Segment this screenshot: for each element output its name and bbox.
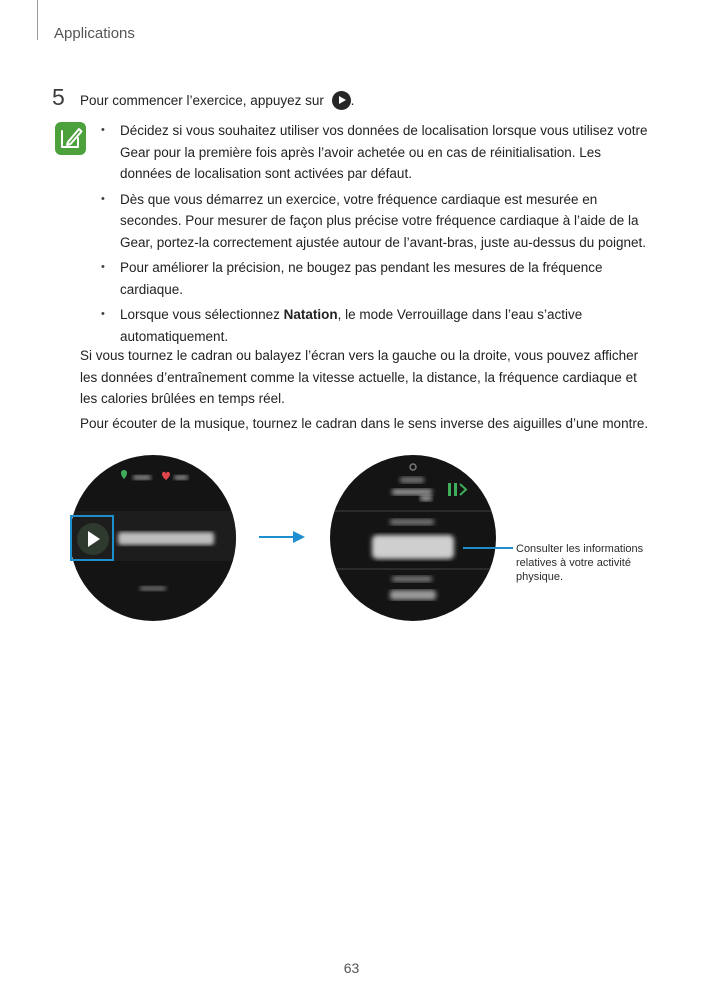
note-text: Pour améliorer la précision, ne bougez pas pendant les mesures de la fréquence cardiaque. [120, 260, 603, 297]
note-text: Dès que vous démarrez un exercice, votre fréquence cardiaque est mesurée en secondes. Pour mesurer de façon plus précise votre fréquence cardiaque à l’aide de la Gear, portez-la correctement ajustée autour de l’avant-bras, juste au-dessus du poignet. [120, 191, 647, 250]
note-text-after: , le mode Verrouillage dans l’eau s’active automatiquement. [120, 307, 583, 344]
blurred-label [420, 495, 432, 501]
header-rule [37, 0, 38, 40]
note-item [101, 304, 653, 347]
blurred-value [390, 590, 436, 600]
heart-icon [162, 472, 170, 480]
location-icon [121, 470, 127, 479]
note-pencil-icon [55, 122, 86, 155]
blurred-footer [140, 586, 166, 591]
body-paragraph: Si vous tournez le cadran ou balayez l’écran vers la gauche ou la droite, vous pouvez afficher les données d’entraînement comme la vitesse actuelle, la distance, la fréquence cardiaque et les calories brûlées en temps réel. [80, 348, 639, 406]
bullet: • [101, 192, 105, 205]
blurred-label [392, 489, 432, 495]
blurred-label [390, 519, 434, 525]
step-text-end: . [350, 93, 355, 108]
watch-workout-illustration [330, 455, 496, 621]
note-text-before: Lorsque vous sélectionnez [120, 307, 284, 322]
blurred-workout-label [118, 532, 214, 545]
note-item [101, 120, 653, 185]
watch-workout-screen [330, 455, 496, 621]
step-text: Pour commencer l’exercice, appuyez sur [80, 93, 324, 108]
body-paragraph: Pour écouter de la musique, tournez le cadran dans le sens inverse des aiguilles d’une montre. [80, 416, 649, 431]
note-text: Décidez si vous souhaitez utiliser vos données de localisation lorsque vous utilisez votre Gear pour la première fois après l’avoir achetée ou en cas de réinitialisation. Les données de localisation sont activées par défaut. [120, 123, 648, 181]
blurred-label [392, 576, 432, 582]
bullet: • [101, 124, 105, 136]
chevron-right-icon [460, 484, 466, 495]
step-number: 5 [52, 84, 65, 110]
bullet: • [101, 261, 105, 273]
pause-bar [454, 483, 457, 496]
note-list [101, 120, 653, 351]
section-title: Applications [54, 25, 135, 42]
note-item [101, 189, 653, 254]
pause-bar [448, 483, 451, 496]
indicator-dot [410, 464, 416, 470]
blurred-timer [372, 535, 454, 559]
step-instruction [80, 91, 354, 110]
bullet: • [101, 308, 105, 320]
blurred-status [174, 475, 188, 480]
note-item [101, 257, 653, 300]
callout-text: Consulter les informations relatives à votre activité physique. [516, 543, 644, 583]
arrow-right-icon [255, 528, 307, 546]
page-number: 63 [343, 960, 360, 976]
callout-line [463, 547, 513, 549]
note-bold-term: Natation [283, 307, 338, 322]
blurred-status [133, 475, 151, 480]
blurred-label [400, 477, 424, 483]
play-highlight-box [70, 515, 114, 561]
play-icon [332, 91, 351, 110]
